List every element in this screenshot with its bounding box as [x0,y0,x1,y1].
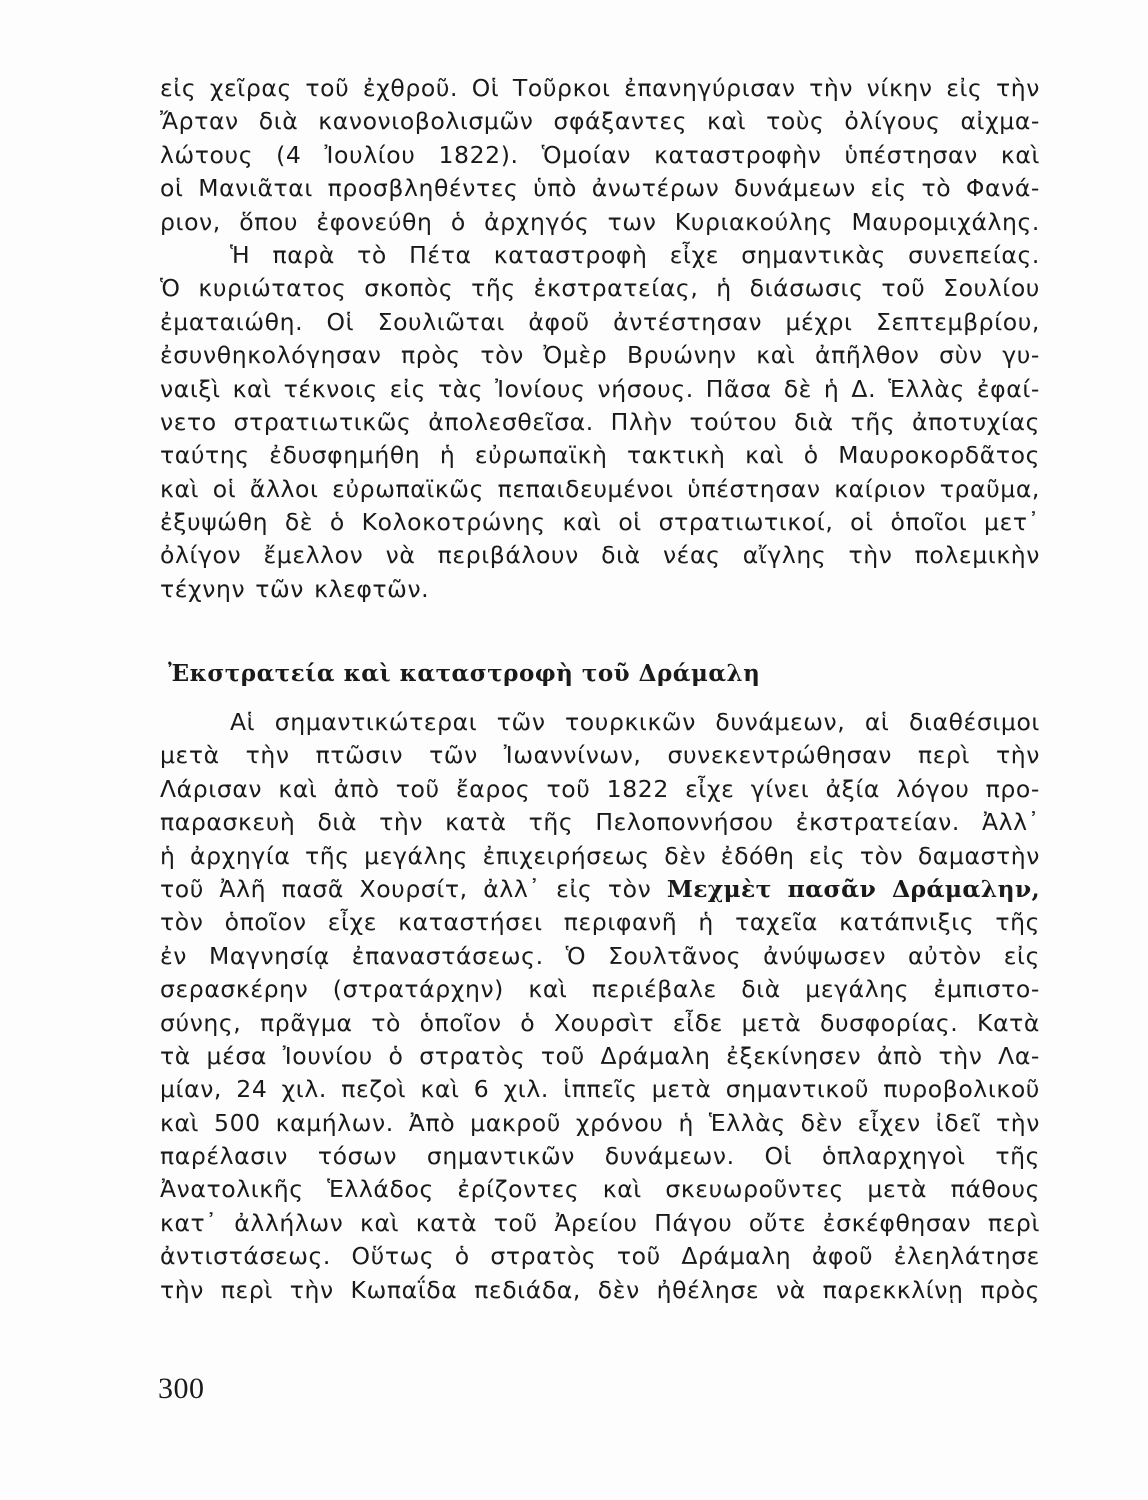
paragraph-block-1 [160,72,1040,606]
text-line: εἰς χεῖρας τοῦ ἐχθροῦ. Οἱ Τοῦρκοι ἐπανηγύρισαν τὴν νίκην εἰς τὴν [160,74,1040,102]
text-line: Λάρισαν καὶ ἀπὸ τοῦ ἔαρος τοῦ 1822 εἶχε γίνει ἀξία λόγου προ- [160,774,1040,803]
text-line: ἐματαιώθη. Οἱ Σουλιῶται ἀφοῦ ἀντέστησαν μέχρι Σεπτεμβρίου, [160,307,1040,336]
text-line: μίαν, 24 χιλ. πεζοὶ καὶ 6 χιλ. ἱππεῖς μετὰ σημαντικοῦ πυροβολικοῦ [160,1075,1040,1104]
text-line: ἐν Μαγνησίᾳ ἐπαναστάσεως. Ὁ Σουλτᾶνος ἀνύψωσεν αὐτὸν εἰς [160,941,1040,970]
text-line-part: τοῦ Ἀλῆ πασᾶ Χουρσίτ, ἀλλ᾽ εἰς τὸν [160,874,652,903]
text-line: καὶ 500 καμήλων. Ἀπὸ μακροῦ χρόνου ἡ Ἑλλὰς δὲν εἶχεν ἰδεῖ τὴν [160,1108,1040,1137]
text-line: ναιξὶ καὶ τέκνοις εἰς τὰς Ἰονίους νήσους. Πᾶσα δὲ ἡ Δ. Ἑλλὰς ἐφαί- [160,374,1040,403]
text-line: οἱ Μανιᾶται προσβληθέντες ὑπὸ ἀνωτέρων δυνάμεων εἰς τὸ Φανά- [160,174,1040,203]
text-line: ἡ ἀρχηγία τῆς μεγάλης ἐπιχειρήσεως δὲν ἐδόθη εἰς τὸν δαμαστὴν [160,841,1040,870]
page-number: 300 [158,1372,205,1405]
text-line: τέχνην τῶν κλεφτῶν. [160,574,430,603]
text-line: κατ᾽ ἀλλήλων καὶ κατὰ τοῦ Ἀρείου Πάγου οὔτε ἐσκέφθησαν περὶ [160,1208,1040,1237]
text-line: τὰ μέσα Ἰουνίου ὁ στρατὸς τοῦ Δράμαλη ἐξεκίνησεν ἀπὸ τὴν Λα- [160,1041,1040,1070]
text-line: καὶ οἱ ἄλλοι εὐρωπαϊκῶς πεπαιδευμένοι ὑπέστησαν καίριον τραῦμα, [160,474,1040,503]
section-heading: Ἐκστρατεία καὶ καταστροφὴ τοῦ Δράμαλη [168,660,761,687]
text-line-with-name [160,873,1040,906]
bold-name: Μεχμὲτ πασᾶν Δράμαλην, [666,874,1040,903]
paragraph-block-2 [160,706,1040,1307]
text-line: Ἀνατολικῆς Ἑλλάδος ἐρίζοντες καὶ σκευωροῦντες μετὰ πάθους [160,1175,1040,1204]
text-line: Ἡ παρὰ τὸ Πέτα καταστροφὴ εἶχε σημαντικὰς συνεπείας. [230,240,1040,269]
text-line: Αἱ σημαντικώτεραι τῶν τουρκικῶν δυνάμεων, αἱ διαθέσιμοι [230,708,1040,736]
text-line: σύνης, πρᾶγμα τὸ ὁποῖον ὁ Χουρσὶτ εἶδε μετὰ δυσφορίας. Κατὰ [160,1008,1040,1037]
text-line: ἐσυνθηκολόγησαν πρὸς τὸν Ὀμὲρ Βρυώνην καὶ ἀπῆλθον σὺν γυ- [160,341,1040,370]
text-line: παρασκευὴ διὰ τὴν κατὰ τῆς Πελοποννήσου ἐκστρατείαν. Ἀλλ᾽ [160,808,1040,837]
text-line: σερασκέρην (στρατάρχην) καὶ περιέβαλε διὰ μεγάλης ἐμπιστο- [160,975,1040,1004]
text-line: ταύτης ἐδυσφημήθη ἡ εὐρωπαϊκὴ τακτικὴ καὶ ὁ Μαυροκορδᾶτος [160,441,1040,470]
text-line: Ὁ κυριώτατος σκοπὸς τῆς ἐκστρατείας, ἡ διάσωσις τοῦ Σουλίου [160,274,1040,303]
text-line: λώτους (4 Ἰουλίου 1822). Ὁμοίαν καταστροφὴν ὑπέστησαν καὶ [160,140,1040,169]
text-line: νετο στρατιωτικῶς ἀπολεσθεῖσα. Πλὴν τούτου διὰ τῆς ἀποτυχίας [160,407,1040,436]
text-line: τὸν ὁποῖον εἶχε καταστήσει περιφανῆ ἡ ταχεῖα κατάπνιξις τῆς [160,908,1040,937]
text-line: ριον, ὅπου ἐφονεύθη ὁ ἀρχηγός των Κυριακούλης Μαυρομιχάλης. [160,207,1040,236]
text-line: μετὰ τὴν πτῶσιν τῶν Ἰωαννίνων, συνεκεντρώθησαν περὶ τὴν [160,741,1040,770]
text-line: ὀλίγον ἔμελλον νὰ περιβάλουν διὰ νέας αἴγλης τὴν πολεμικὴν [160,541,1040,570]
text-line: Ἄρταν διὰ κανονιοβολισμῶν σφάξαντες καὶ τοὺς ὀλίγους αἰχμα- [160,107,1040,136]
text-line: τὴν περὶ τὴν Κωπαΐδα πεδιάδα, δὲν ἠθέλησε νὰ παρεκκλίνῃ πρὸς [160,1275,1040,1304]
text-line: παρέλασιν τόσων σημαντικῶν δυνάμεων. Οἱ ὁπλαρχηγοὶ τῆς [160,1142,1040,1171]
text-line: ἀντιστάσεως. Οὕτως ὁ στρατὸς τοῦ Δράμαλη ἀφοῦ ἐλεηλάτησε [160,1242,1040,1271]
text-line: ἐξυψώθη δὲ ὁ Κολοκοτρώνης καὶ οἱ στρατιωτικοί, οἱ ὁποῖοι μετ᾽ [160,508,1040,537]
